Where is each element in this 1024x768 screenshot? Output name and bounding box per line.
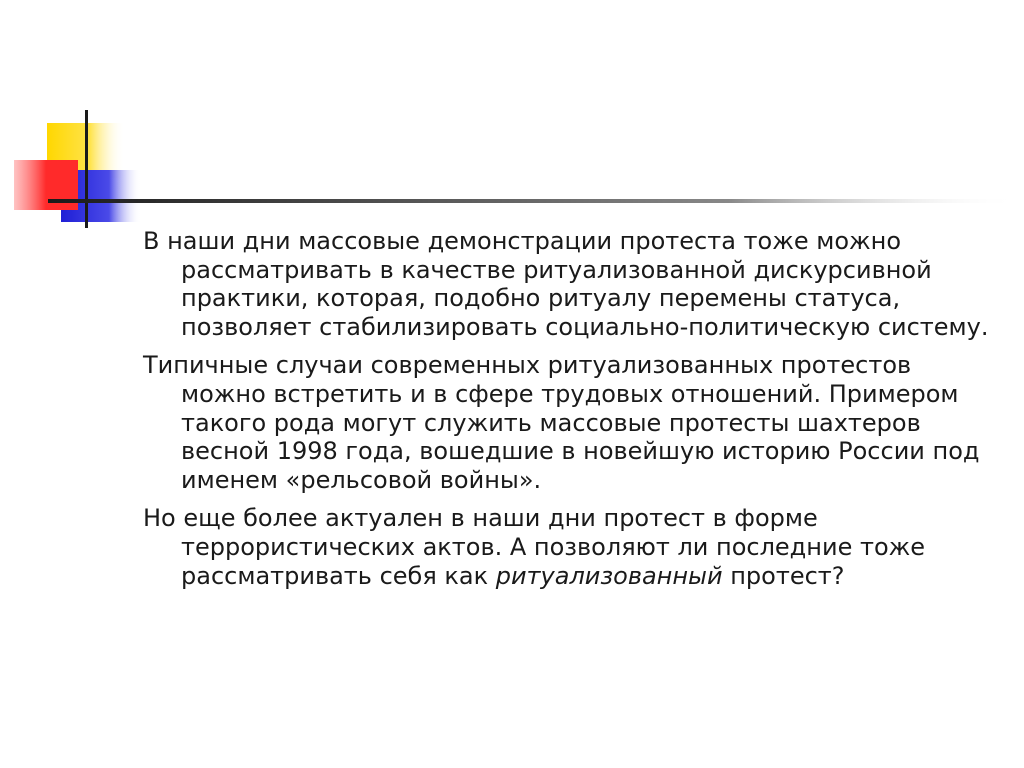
paragraph-3-text: Но еще более актуален в наши дни протест в форме террористических актов. А позволяют ли последние тоже рассматривать себя как xyxy=(143,504,926,590)
paragraph-3-emphasis: ритуализованный xyxy=(495,561,723,590)
paragraph-2 xyxy=(143,351,993,494)
paragraph-3-tail: протест? xyxy=(722,561,845,590)
paragraph-2-text: Типичные случаи современных ритуализованных протестов можно встретить и в сфере трудовых отношений. Примером такого рода могут служить массовые протесты шахтеров весной 1998 года, вошедшие в новейшую историю России под именем «рельсовой войны». xyxy=(143,351,980,494)
paragraph-3 xyxy=(143,504,993,590)
corner-decoration xyxy=(0,0,1024,240)
paragraph-1 xyxy=(143,227,993,341)
body-text xyxy=(143,227,993,590)
paragraph-1-text: В наши дни массовые демонстрации протеста тоже можно рассматривать в качестве ритуализованной дискурсивной практики, которая, подобно ритуалу перемены статуса, позволяет стабилизировать социально-политическую систему. xyxy=(143,227,989,341)
vertical-line xyxy=(85,110,88,228)
horizontal-rule xyxy=(48,199,1020,203)
